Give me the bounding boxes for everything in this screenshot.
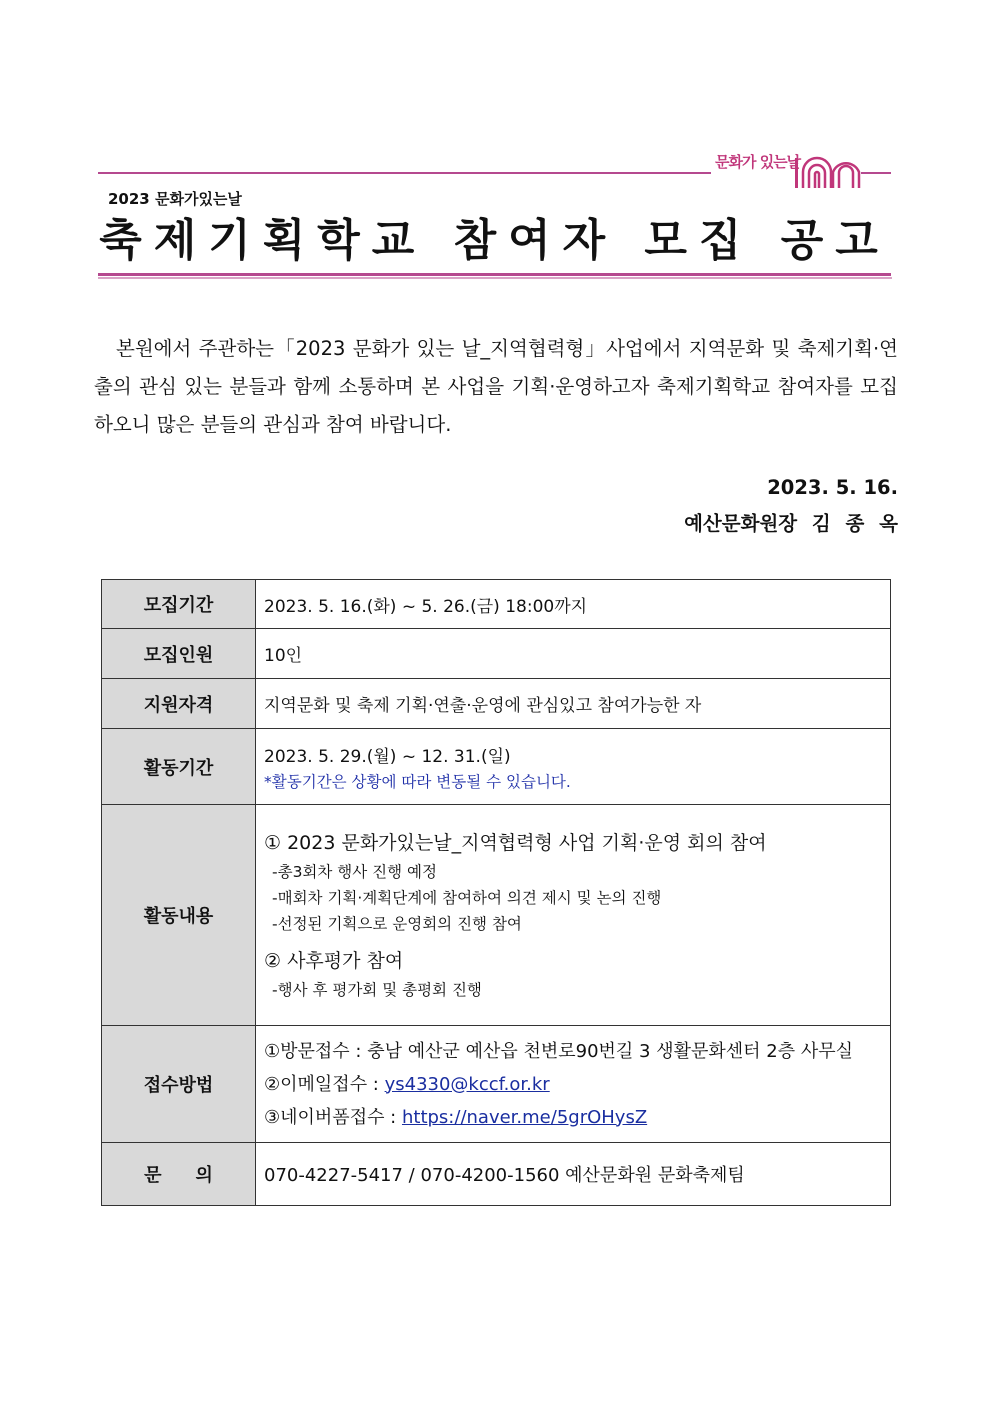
contact-value: 070-4227-5417 / 070-4200-1560 예산문화원 문화축제팀 (256, 1143, 891, 1206)
count-value: 10인 (256, 629, 891, 679)
method-naver-line (264, 1101, 890, 1134)
info-table (101, 579, 891, 1206)
method-visit: ①방문접수 : 충남 예산군 예산읍 천변로90번길 3 생활문화센터 2층 사무실 (264, 1040, 853, 1062)
festival-logo (711, 152, 861, 192)
period-label: 모집기간 (102, 580, 256, 629)
activity-sub: -행사 후 평가회 및 총평회 진행 (272, 981, 482, 999)
method-cell (256, 1026, 891, 1143)
announcement-date: 2023. 5. 16. (767, 476, 898, 499)
qualification-label: 지원자격 (102, 679, 256, 729)
method-email-prefix: ②이메일접수 : (264, 1073, 385, 1095)
count-label: 모집인원 (102, 629, 256, 679)
table-row (102, 805, 891, 1026)
header-subtitle: 2023 문화가있는날 (108, 190, 242, 208)
activity-item-title: ① 2023 문화가있는날_지역협력형 사업 기획·운영 회의 참여 (264, 832, 767, 854)
activity-period-cell (256, 729, 891, 805)
table-row (102, 729, 891, 805)
activity-period-note: *활동기간은 상황에 따라 변동될 수 있습니다. (264, 772, 571, 791)
page-title: 축제기획학교 참여자 모집 공고 (99, 215, 890, 266)
period-value: 2023. 5. 16.(화) ~ 5. 26.(금) 18:00까지 (256, 580, 891, 629)
method-label: 접수방법 (102, 1026, 256, 1143)
email-link[interactable]: ys4330@kccf.or.kr (384, 1073, 550, 1095)
logo-text: 문화가 있는날 (715, 153, 801, 171)
intro-paragraph (94, 330, 898, 444)
intro-text: 본원에서 주관하는「2023 문화가 있는 날_지역협력형」사업에서 지역문화 및 축제기획·연출의 관심 있는 분들과 함께 소통하며 본 사업을 기획·운영하고자 축제기획학교 참여자를 모집하오니 많은 분들의 관심과 참여 바랍니다. (94, 337, 898, 436)
contact-label-cell (102, 1143, 256, 1206)
table-row (102, 679, 891, 729)
method-email-line (264, 1068, 890, 1101)
activity-cell (256, 805, 891, 1026)
activity-sub: -매회차 기획·계획단계에 참여하여 의견 제시 및 논의 진행 (272, 889, 662, 907)
method-naver-prefix: ③네이버폼접수 : (264, 1106, 402, 1128)
contact-label: 문의 (144, 1165, 247, 1186)
activity-label: 활동내용 (102, 805, 256, 1026)
naver-form-link[interactable]: https://naver.me/5grOHysZ (401, 1106, 648, 1128)
table-row (102, 1026, 891, 1143)
activity-period-label: 활동기간 (102, 729, 256, 805)
activity-period-value: 2023. 5. 29.(월) ~ 12. 31.(일) (264, 746, 511, 767)
activity-sub: -선정된 기획으로 운영회의 진행 참여 (272, 915, 522, 933)
table-row (102, 629, 891, 679)
signer: 예산문화원장 김 종 옥 (684, 512, 898, 535)
activity-item-title: ② 사후평가 참여 (264, 950, 404, 972)
qualification-value: 지역문화 및 축제 기획·연출·운영에 관심있고 참여가능한 자 (256, 679, 891, 729)
table-row (102, 1143, 891, 1206)
table-row (102, 580, 891, 629)
activity-sub: -총3회차 행사 진행 예정 (272, 863, 437, 881)
